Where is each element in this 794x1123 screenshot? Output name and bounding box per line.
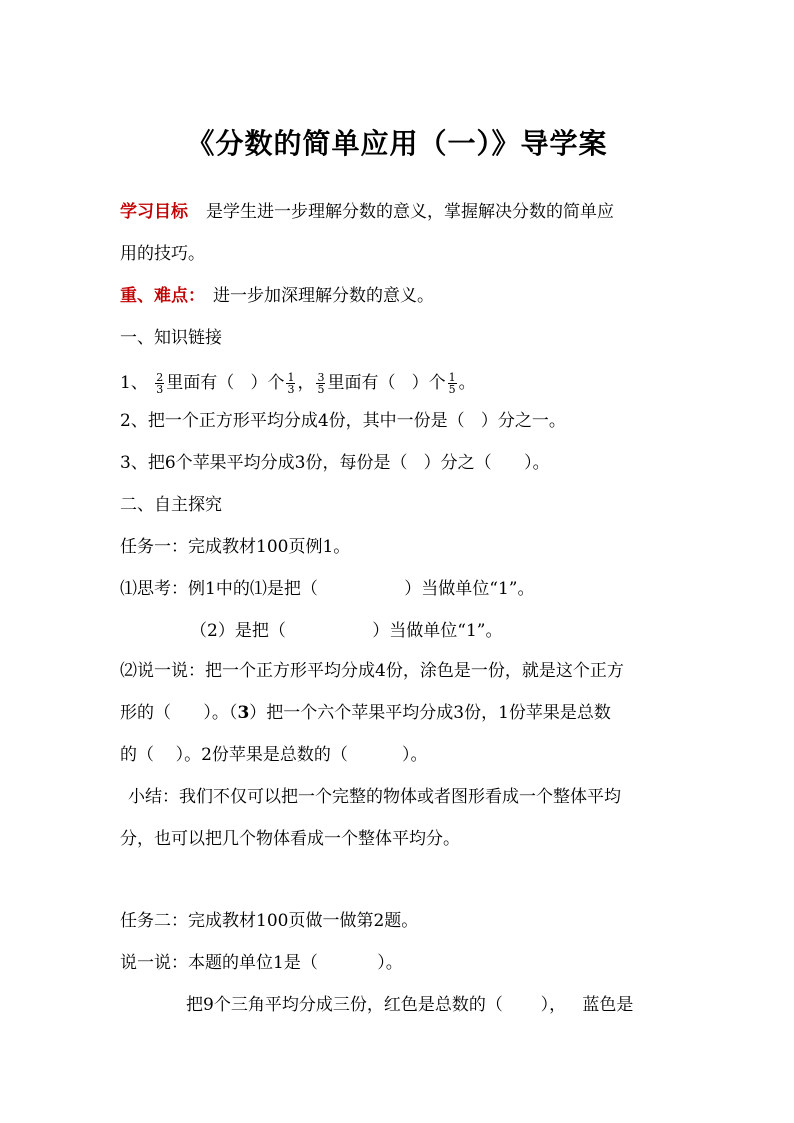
difficulty-label: 重、难点： [120, 286, 205, 306]
task2-title: 任务二：完成教材100页做一做第2题。 [120, 911, 419, 931]
q1-part2: 里面有（ ）个 [327, 373, 446, 393]
frac-den: 5 [448, 383, 456, 396]
summary-line-1: 小结：我们不仅可以把一个完整的物体或者图形看成一个整体平均 [128, 787, 621, 807]
fraction-3-5 [316, 372, 325, 395]
frac-den: 3 [156, 383, 164, 396]
fraction-2-3 [155, 372, 164, 395]
say-part-a: 形的（ ）。（ [120, 703, 238, 723]
section2-heading: 二、自主探究 [120, 495, 222, 515]
objectives-text: 是学生进一步理解分数的意义，掌握解决分数的简单应 [206, 202, 614, 222]
summary-line-2: 分，也可以把几个物体看成一个整体平均分。 [120, 829, 460, 849]
frac-num: 1 [448, 371, 456, 384]
task1-title: 任务一：完成教材100页例1。 [120, 537, 351, 557]
frac-den: 3 [287, 383, 295, 396]
objectives-line [120, 201, 614, 223]
fraction-1-3 [286, 372, 295, 395]
task1-think-1: ⑴思考：例1中的⑴是把（ ）当做单位“1”。 [120, 579, 535, 599]
difficulty-line [120, 285, 434, 307]
section1-heading: 一、知识链接 [120, 328, 222, 348]
q1-sep: ， [297, 373, 315, 393]
task1-say-line-1: ⑵说一说：把一个正方形平均分成4份，涂色是一份，就是这个正方 [120, 661, 624, 681]
say-part-c: ）把一个六个苹果平均分成3份，1份苹果是总数 [249, 703, 611, 723]
q1-part1: 里面有（ ）个 [166, 373, 285, 393]
frac-den: 5 [317, 383, 325, 396]
question-1 [120, 372, 476, 395]
q1-end: 。 [458, 373, 476, 393]
page-title: 《分数的简单应用（一）》导学案 [186, 127, 608, 160]
task1-say-line-2 [120, 702, 611, 724]
question-2: 2、把一个正方形平均分成4份，其中一份是（ ）分之一。 [120, 411, 566, 431]
task2-say: 说一说：本题的单位1是（ ）。 [120, 953, 403, 973]
objectives-line-2: 用的技巧。 [120, 244, 205, 264]
objectives-label: 学习目标 [120, 202, 188, 222]
task1-say-line-3: 的（ ）。2份苹果是总数的（ ）。 [120, 745, 428, 765]
frac-num: 1 [287, 371, 295, 384]
task2-last-line: 把9个三角平均分成三份，红色是总数的（ ）， 蓝色是 [186, 995, 634, 1015]
task1-think-2: （2）是把（ ）当做单位“1”。 [190, 621, 503, 641]
say-part-b: 3 [237, 703, 250, 723]
fraction-1-5 [448, 372, 457, 395]
q1-prefix: 1、 [120, 373, 148, 393]
difficulty-text: 进一步加深理解分数的意义。 [213, 286, 434, 306]
frac-num: 2 [156, 371, 164, 384]
frac-num: 3 [317, 371, 325, 384]
question-3: 3、把6个苹果平均分成3份，每份是（ ）分之（ ）。 [120, 453, 550, 473]
